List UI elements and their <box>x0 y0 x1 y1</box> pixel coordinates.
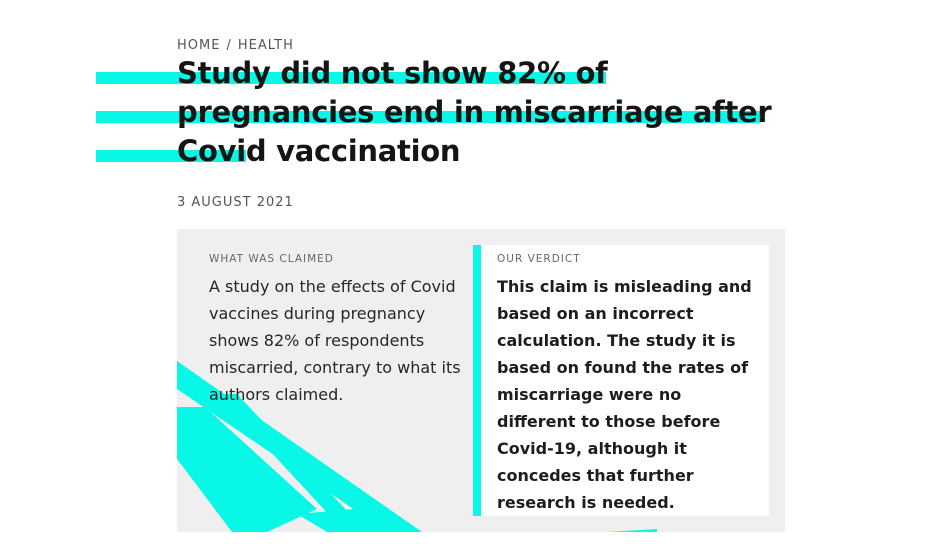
page-title: Study did not show 82% of pregnancies end in miscarriage after Covid vaccination <box>177 56 772 168</box>
fact-check-panel <box>177 229 785 532</box>
breadcrumb-health-link[interactable]: HEALTH <box>237 38 294 53</box>
verdict-text: This claim is misleading and based on an incorrect calculation. The study it is based on found the rates of miscarriage were no different to those before Covid-19, although it concedes that further research is needed. <box>497 277 752 512</box>
breadcrumb-separator: / <box>226 38 232 53</box>
claim-text: A study on the effects of Covid vaccines during pregnancy shows 82% of respondents miscarried, contrary to what its authors claimed. <box>209 277 461 404</box>
publish-date: 3 AUGUST 2021 <box>177 195 294 210</box>
breadcrumb-home-link[interactable]: HOME <box>177 38 221 53</box>
claim-label: WHAT WAS CLAIMED <box>209 253 334 265</box>
verdict-section <box>473 245 769 516</box>
verdict-label: OUR VERDICT <box>497 253 581 265</box>
breadcrumb <box>177 38 294 53</box>
claim-section <box>209 253 469 408</box>
